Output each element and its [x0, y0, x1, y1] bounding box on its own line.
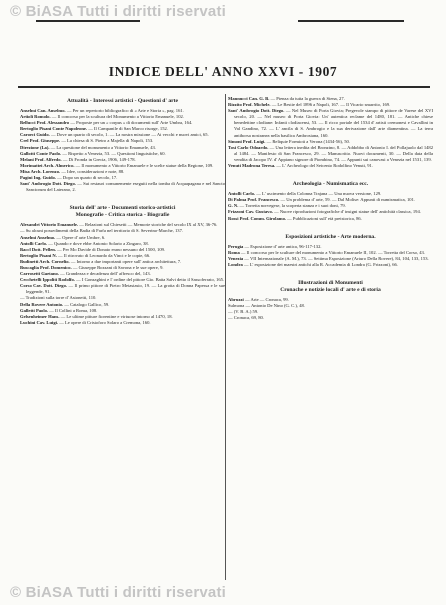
entry-text: — Il monumento a Vittorio Emanuele e le scelte statue della Regione, 109. [75, 162, 214, 168]
section-spacer [228, 169, 433, 179]
index-entry [228, 108, 433, 138]
section-spacer [228, 268, 433, 278]
entry-text: — Su alcuni possedimenti della Badia di Farfa nel territorio di S. Severino-Marche, 137. [20, 228, 184, 234]
entry-text: — Catalogo Gallico, 59. [64, 301, 110, 307]
index-entry [228, 145, 433, 163]
entry-author: Caroeci Guido. [20, 132, 50, 138]
entry-text: — Idee, considerazioni e note, 88. [61, 168, 125, 174]
page-title: INDICE DELL' ANNO XXVI - 1907 [108, 64, 338, 79]
entry-text: — Relazioni sul Chiesetti — Memorie storiche del secolo IX al XV, 36-76. [79, 222, 218, 228]
entry-text: — Torretta norvegese, la scoperta stanza e i suoi doni, 79. [239, 203, 346, 209]
entry-author: Luchini Cav. Luigi. [20, 319, 59, 325]
entry-author: Misa Arch. Lorenzo. [20, 168, 61, 174]
entry-text: — Le Bestie del 1896 a Napoli, 167. — Il Vicario smarrito, 169. [271, 102, 391, 108]
entry-author: Bellucci Prof. Alessandro [20, 120, 70, 126]
entry-text: — Intorno a due importanti opere sull' antica architettura, 7. [70, 258, 182, 264]
rule-top-left [36, 20, 140, 22]
left-column [20, 96, 225, 326]
entry-author: Bertoglio Pisani Conte Napoleone. [20, 126, 88, 132]
entry-author: Bertoglio Pisani N. [20, 252, 57, 258]
right-column [228, 96, 433, 321]
entry-author: Frizzoni Cav. Gustavo. [228, 209, 273, 215]
entry-author: Anselmi Anselmo. [20, 234, 56, 240]
entry-author: Gelsenheimer Hans. [20, 313, 60, 319]
entry-text: — Dopo un quarto di secolo, 17. [57, 175, 118, 181]
entry-author: Rizzito Prof. Michele. [228, 102, 271, 108]
entry-text: — Per Mo Davide di Donato erano nessuno del 1500, 109. [57, 246, 166, 252]
entry-text: — L' Archeologo del Seicento Rodolfino Venuti, 91. [276, 163, 373, 169]
entry-text: — Le ultime pitture fiorentine e virtuose intorno al 1470, 18. [60, 313, 173, 319]
section-spacer [20, 193, 225, 203]
watermark-bottom: © BiASA Tutti i diritti riservati [10, 584, 227, 601]
entry-author: G. N. [228, 203, 239, 209]
entry-text: — Il Collini a Roma, 108. [49, 307, 98, 313]
entry-text: — La questione del monumento a Vittorio Emanuele, 43. [50, 144, 156, 150]
entry-text: Sulmona — Antonio De Nino (G. C.), 48. [228, 303, 305, 309]
entry-text: — L' uscimento della Colonna Trajana — Una nuova versione, 129. [256, 191, 382, 197]
entry-author: Venuti Madrona Teresa. [228, 163, 276, 169]
section-heading: Archeologia - Numismatica ecc. [292, 181, 369, 188]
entry-text: — Per un repertorio bibliografico di « Arte e Storia », pag. 161. [66, 108, 184, 113]
entry-author: Budinetti Arch. Cornelio. [20, 258, 70, 264]
entry-text: — Il concorso per la scultura del Monumento a Vittorio Emanuele, 102. [51, 114, 184, 120]
entry-author: Tosi Carlo Odoardo. [228, 144, 269, 150]
entry-text: — Quando e dove ebbe Antonio Solario a Zingaro, 38. [48, 240, 149, 246]
entry-text: — Giuseppe Bozzani di Savona e le sue opere, 9. [72, 264, 164, 270]
entry-author: Sant' Ambrogio Dott. Diego. [20, 181, 76, 187]
section-heading: Storia dell' arte - Documenti storico-artistici Monografie - Critica storica - Biografie [69, 205, 176, 219]
entry-text: — Pubblicazioni sull' età preistorica, 86. [287, 215, 362, 221]
entry-author: Artioli Romolo. [20, 114, 51, 120]
entry-author: Melani Prof. Alfredo. [20, 156, 62, 162]
entry-text: — Cronaca, 69, 80. [228, 315, 264, 321]
entry-text: — Il primo pittore di Pietro Metastasio, 19. — La grotta di Donna Papessa e le sue leggende, 91. [26, 283, 226, 295]
entry-text: — Il Campanile di San Marco risorge, 152. [88, 126, 168, 132]
entry-author: Anselmi Can. Anselmo. [20, 108, 66, 113]
index-entry [20, 283, 225, 295]
entry-text: — Opere d' arte Umbre, 6. [56, 234, 106, 240]
entry-text: — Arte — Cronaca, 99. [244, 296, 289, 302]
entry-author: Buscaglia Prof. Domenico. [20, 264, 72, 270]
entry-text: — Rispetto a Venezia, 53. — Questioni linguistiche, 60. [62, 150, 166, 156]
entry-text: — Proposte per un « corpus » di documenti sull' Arte Umbra, 164. [70, 120, 193, 126]
entry-author: Perugia [228, 243, 244, 249]
entry-text: — Pienza da tutta la guerra di Siena, 27. [270, 96, 345, 101]
entry-author: Sant' Ambrogio Dott. Diego. [228, 108, 285, 114]
entry-author: Corso Cav. Dott. Diego. [20, 283, 68, 289]
entry-author: Gallotti Conte Paolo. [20, 150, 62, 156]
entry-author: Morimattei Arch. Almerico. [20, 162, 75, 168]
section-heading: Esposizioni artistiche - Arte moderna. [285, 233, 376, 240]
entry-author: Pagini Ing. Guido. [20, 175, 56, 181]
entry-author: Roma [228, 249, 240, 255]
entry-text: — Sui restauri comunemente eseguiti nella tomba di Acquapagana e nel Sancto Sanctorum del Laterano, 2. [26, 181, 225, 193]
entry-text: — La chiesa di S. Pietro a Majella di Napoli, 153. [61, 138, 154, 144]
entry-author: Crel Prof. Giuseppe. [20, 138, 61, 144]
entry-author: Venezia [228, 255, 244, 261]
entry-author: Simoni Prof. Luigi. [228, 138, 266, 144]
entry-text: — (V. B. A.) 59. [228, 309, 259, 315]
entry-author: Abruzzi [228, 296, 244, 302]
entry-text: — Esposizione d' arte antica, 96-117-132. [244, 243, 322, 249]
index-entry [228, 315, 433, 321]
entry-text: — I Gonzaghini e l' ordine del pittore Gio. Batta Salvi detto il Sassoferrato, 165. [76, 277, 225, 283]
index-entry [20, 320, 225, 326]
entry-text: — Nel Museo di Porta Giovia; Pregevole stampo di pittore de Varese del XVI secolo, 20. — Nel museo di Porta Giovia: Un' autentica reclame del 1480, 181. — Antiche chiese benedettine clodiane: Infanti clodiacensi, 53. — Il ricco portale del 1534 d' artisti cremonesi e Cavallini in Val Gandino, 72. — L' ancila di S. Ambrogio e la sua derivazione dall' arte diamentina. — La terra antiborsa nostranea nella basilica Ambrosiana, 160. [234, 108, 434, 138]
entry-author: Antolli Carlo. [228, 191, 256, 197]
entry-text: — Dove un quarto di secolo, 1. — La nostra missione — Ai vecchi e nuovi amici, 65. [50, 132, 209, 138]
entry-text: — L' esposizione dei maestri antichi alla R. Accademia di Londra (G. Frizzoni), 66. [243, 261, 399, 267]
entry-author: Baccl Dott. Pellen. [20, 246, 56, 252]
entry-author: Cecchetelli Ippoliti Rodolfo. [20, 277, 75, 283]
entry-author: Alexandri Vittorio Emanuele. [20, 222, 79, 228]
index-entry [20, 181, 225, 193]
entry-text: — Il concorso per le sculture del monumento a Vittorio Emanuele II, 102. — Torretta del Corso, 43. [240, 249, 425, 255]
entry-author: Galletti Paolo. [20, 307, 49, 313]
entry-author: Carrosetti Gaetano. [20, 271, 59, 277]
entry-text: — Una lettera inedita del Bronzino, 8. — Addobbo di Antonio I. del Pollajuolo dal 1482 al 1484. — Manifesto di San Francesco, 29. — Manuscritto. Nuovi documenti, 30. — Della data della vendita di Jacopo IV. d' Appiano signore di Piombino, 74. — Appunti sui canovasi a Venezia nel 1531, 139. [234, 144, 434, 162]
title-rule [18, 86, 430, 88]
entry-author: Della Rovere Antonio. [20, 301, 64, 307]
watermark-top: © BiASA Tutti i diritti riservati [10, 3, 227, 20]
section-heading: Illustrazioni di Monumenti Cronache e notizie locali d' arte e di storia [280, 279, 381, 293]
entry-text: — Le opere di Cristoforo Solaro a Cremona, 160. [59, 319, 151, 325]
rule-top-right [298, 20, 404, 22]
entry-text: — Grandezza e decadenza dell' affresco del, 143. [60, 271, 151, 277]
section-spacer [228, 222, 433, 232]
entry-author: Antolli Carlo. [20, 240, 48, 246]
entry-text: — Nuove riproduzioni fotografiche d' insigni statue dell' antichità classica, 194. [274, 209, 421, 215]
entry-text: — Reliquie Formioti a Verona (1434-56), 50. [266, 138, 350, 144]
entry-author: Di Palma Prof. Francesco. [228, 197, 280, 203]
entry-text: — Il ritrovato di Leonardo da Vinci e le copie, 66. [58, 252, 151, 258]
entry-text: — Tradizioni sulla torre d' Astonetti, 110. [20, 295, 97, 301]
entry-text: — Un problema d' arte, 59. — Dal Molise: Appunti di numismatica, 101. [280, 197, 416, 203]
entry-text: — Di Fronda in Grecia, 1906, 149-178. [62, 156, 136, 162]
entry-author: Londra [228, 261, 243, 267]
entry-author: Rossi Prof. Comm. Girolamo. [228, 215, 287, 221]
entry-author: Direzione (La). [20, 144, 50, 150]
entry-author: Mannucci Can. G. B. [228, 96, 270, 101]
section-heading: Attualità - Interessi artistici - Questioni d' arte [67, 98, 178, 104]
entry-text: — VII Internazionale (A. M.), 73. — Settima Esposizione (Arturo Della Rovere), 84, 104, 133, 153. [244, 255, 429, 261]
